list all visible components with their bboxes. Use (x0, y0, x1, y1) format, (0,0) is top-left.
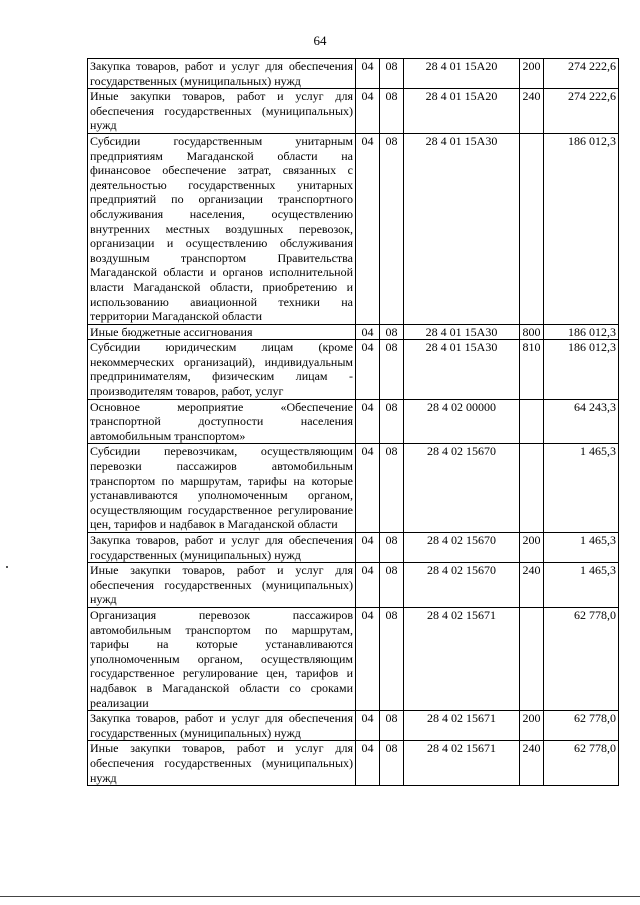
row-section: 04 (356, 399, 380, 444)
table-row (88, 533, 619, 563)
row-section: 04 (356, 563, 380, 608)
row-target: 28 4 02 00000 (404, 399, 520, 444)
row-name: Иные бюджетные ассигнования (88, 324, 356, 340)
row-section: 04 (356, 59, 380, 89)
row-name: Организация перевозок пассажиров автомобильным транспортом по маршрутам, тарифы на которые устанавливаются уполномоченным органом, осуществляющим государственное регулирование цен, тарифов и надбавок в Магаданской области со сроками реализации (88, 607, 356, 710)
table-row (88, 340, 619, 399)
row-amount: 1 465,3 (544, 444, 619, 533)
row-name: Закупка товаров, работ и услуг для обеспечения государственных (муниципальных) нужд (88, 533, 356, 563)
row-expense-type: 200 (520, 533, 544, 563)
row-target: 28 4 01 15А30 (404, 340, 520, 399)
table-row (88, 399, 619, 444)
row-subsection: 08 (380, 444, 404, 533)
page-bottom-edge (0, 896, 640, 897)
row-name: Субсидии государственным унитарным предприятиям Магаданской области на финансовое обеспечение затрат, связанных с деятельностью государственных унитарных предприятий по организации транспортного обслуживания населения, осуществлению внутренних местных воздушных перевозок, организации и осуществлению обслуживания воздушным транспортом Правительства Магаданской области и органов исполнительной власти Магаданской области, приобретению и использованию авиационной техники на территории Магаданской области (88, 133, 356, 324)
row-target: 28 4 02 15670 (404, 444, 520, 533)
row-amount: 64 243,3 (544, 399, 619, 444)
table-row (88, 607, 619, 710)
row-name: Закупка товаров, работ и услуг для обеспечения государственных (муниципальных) нужд (88, 59, 356, 89)
row-section: 04 (356, 444, 380, 533)
row-subsection: 08 (380, 711, 404, 741)
row-amount: 62 778,0 (544, 741, 619, 786)
row-expense-type: 200 (520, 59, 544, 89)
row-amount: 1 465,3 (544, 533, 619, 563)
row-target: 28 4 02 15670 (404, 563, 520, 608)
table-row (88, 444, 619, 533)
row-subsection: 08 (380, 340, 404, 399)
row-amount: 1 465,3 (544, 563, 619, 608)
row-expense-type: 200 (520, 711, 544, 741)
page-number: 64 (313, 33, 327, 48)
row-section: 04 (356, 533, 380, 563)
table-row (88, 89, 619, 134)
row-subsection: 08 (380, 563, 404, 608)
table-row (88, 563, 619, 608)
row-name: Иные закупки товаров, работ и услуг для обеспечения государственных (муниципальных) нужд (88, 741, 356, 786)
row-target: 28 4 02 15671 (404, 607, 520, 710)
row-target: 28 4 01 15А20 (404, 59, 520, 89)
row-subsection: 08 (380, 324, 404, 340)
row-name: Иные закупки товаров, работ и услуг для обеспечения государственных (муниципальных) нужд (88, 563, 356, 608)
budget-table (87, 58, 619, 786)
row-expense-type: 800 (520, 324, 544, 340)
row-section: 04 (356, 324, 380, 340)
row-name: Субсидии перевозчикам, осуществляющим перевозки пассажиров автомобильным транспортом по маршрутам, тарифы на которые устанавливаются уполномоченным органом, осуществляющим государственное регулирование цен, тарифов и надбавок в Магаданской области (88, 444, 356, 533)
row-amount: 62 778,0 (544, 607, 619, 710)
row-section: 04 (356, 607, 380, 710)
row-section: 04 (356, 741, 380, 786)
row-subsection: 08 (380, 89, 404, 134)
budget-table-body (88, 59, 619, 786)
scan-speck (6, 566, 8, 568)
row-amount: 274 222,6 (544, 89, 619, 134)
table-row (88, 741, 619, 786)
row-expense-type (520, 444, 544, 533)
row-target: 28 4 01 15А30 (404, 324, 520, 340)
row-target: 28 4 02 15671 (404, 711, 520, 741)
row-amount: 186 012,3 (544, 133, 619, 324)
row-amount: 186 012,3 (544, 324, 619, 340)
row-expense-type: 240 (520, 89, 544, 134)
row-amount: 274 222,6 (544, 59, 619, 89)
row-section: 04 (356, 340, 380, 399)
table-row (88, 133, 619, 324)
row-expense-type (520, 133, 544, 324)
row-subsection: 08 (380, 399, 404, 444)
row-subsection: 08 (380, 607, 404, 710)
row-section: 04 (356, 711, 380, 741)
row-target: 28 4 02 15671 (404, 741, 520, 786)
row-amount: 186 012,3 (544, 340, 619, 399)
row-subsection: 08 (380, 59, 404, 89)
table-row (88, 711, 619, 741)
row-name: Закупка товаров, работ и услуг для обеспечения государственных (муниципальных) нужд (88, 711, 356, 741)
row-target: 28 4 01 15А30 (404, 133, 520, 324)
row-section: 04 (356, 133, 380, 324)
row-name: Субсидии юридическим лицам (кроме некоммерческих организаций), индивидуальным предпринимателям, физическим лицам - производителям товаров, работ, услуг (88, 340, 356, 399)
row-expense-type: 240 (520, 741, 544, 786)
row-expense-type: 810 (520, 340, 544, 399)
row-subsection: 08 (380, 133, 404, 324)
row-subsection: 08 (380, 533, 404, 563)
table-row (88, 324, 619, 340)
row-expense-type: 240 (520, 563, 544, 608)
table-row (88, 59, 619, 89)
row-target: 28 4 01 15А20 (404, 89, 520, 134)
row-amount: 62 778,0 (544, 711, 619, 741)
row-subsection: 08 (380, 741, 404, 786)
row-section: 04 (356, 89, 380, 134)
row-name: Иные закупки товаров, работ и услуг для обеспечения государственных (муниципальных) нужд (88, 89, 356, 134)
row-name: Основное мероприятие «Обеспечение транспортной доступности населения автомобильным транспортом» (88, 399, 356, 444)
row-target: 28 4 02 15670 (404, 533, 520, 563)
row-expense-type (520, 399, 544, 444)
row-expense-type (520, 607, 544, 710)
